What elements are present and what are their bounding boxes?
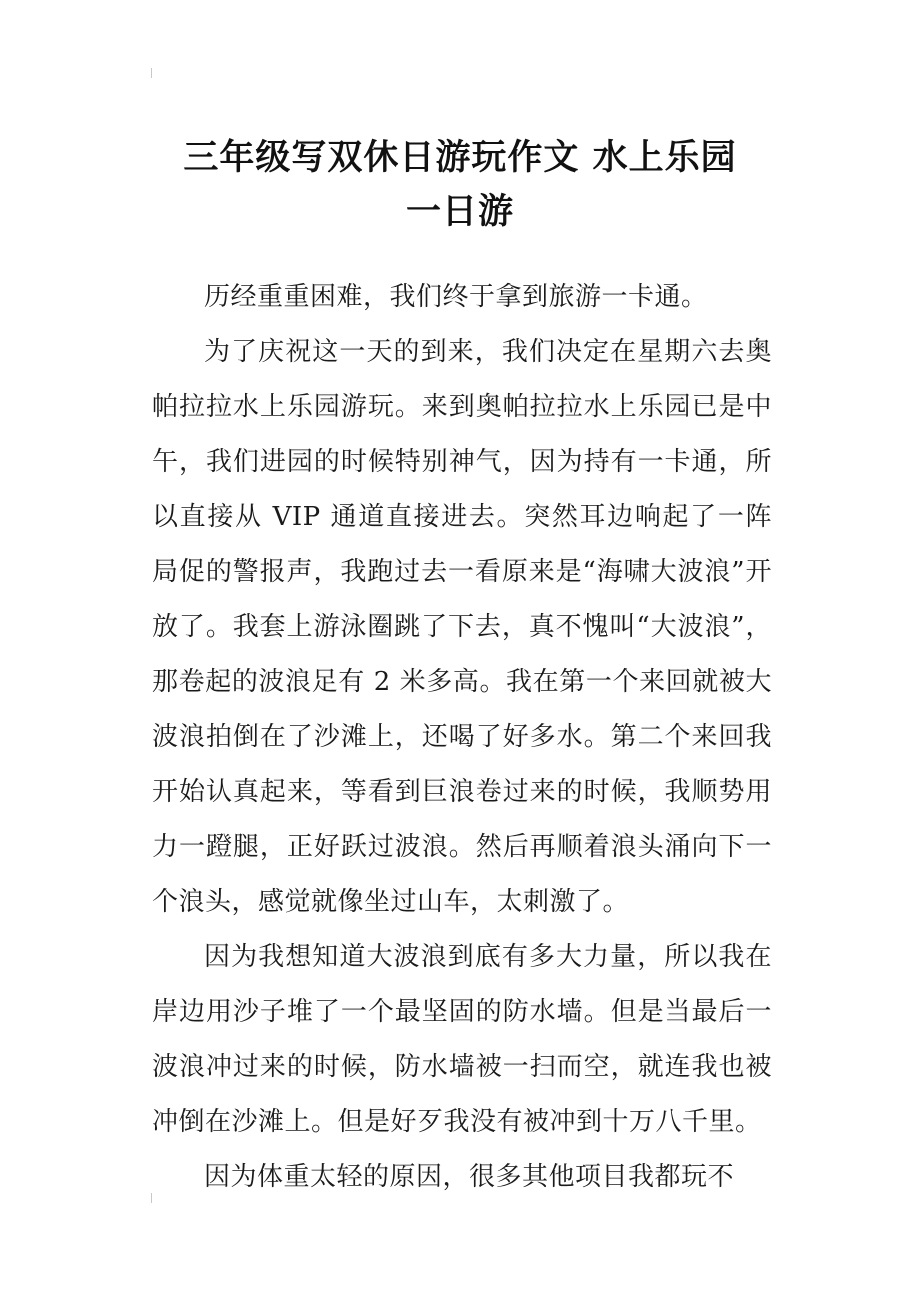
page-title [120, 131, 800, 239]
corner-crop-mark-top [151, 68, 158, 78]
paragraph: 因为我想知道大波浪到底有多大力量，所以我在岸边用沙子堆了一个最坚固的防水墙。但是当最后一波浪冲过来的时候，防水墙被一扫而空，就连我也被冲倒在沙滩上。但是好歹我没有被冲到十万八千里。 [152, 942, 772, 1137]
article-body [152, 270, 772, 1205]
paragraph: 历经重重困难，我们终于拿到旅游一卡通。 [204, 282, 708, 312]
title-line-1: 三年级写双休日游玩作文 水上乐园 [183, 138, 737, 179]
title-line-2: 一日游 [405, 192, 514, 233]
paragraph: 因为体重太轻的原因，很多其他项目我都玩不 [204, 1162, 735, 1192]
paragraph: 为了庆祝这一天的到来，我们决定在星期六去奥帕拉拉水上乐园游玩。来到奥帕拉拉水上乐园已是中午，我们进园的时候特别神气，因为持有一卡通，所以直接从 VIP 通道直接进去。突然耳边响起了一阵局促的警报声，我跑过去一看原来是“海啸大波浪”开放了。我套上游泳圈跳了下去，真不愧叫“大波浪”，那卷起的波浪足有 2 米多高。我在第一个来回就被大波浪拍倒在了沙滩上，还喝了好多水。第二个来回我开始认真起来，等看到巨浪卷过来的时候，我顺势用力一蹬腿，正好跃过波浪。然后再顺着浪头涌向下一个浪头，感觉就像坐过山车，太刺激了。 [152, 337, 772, 917]
